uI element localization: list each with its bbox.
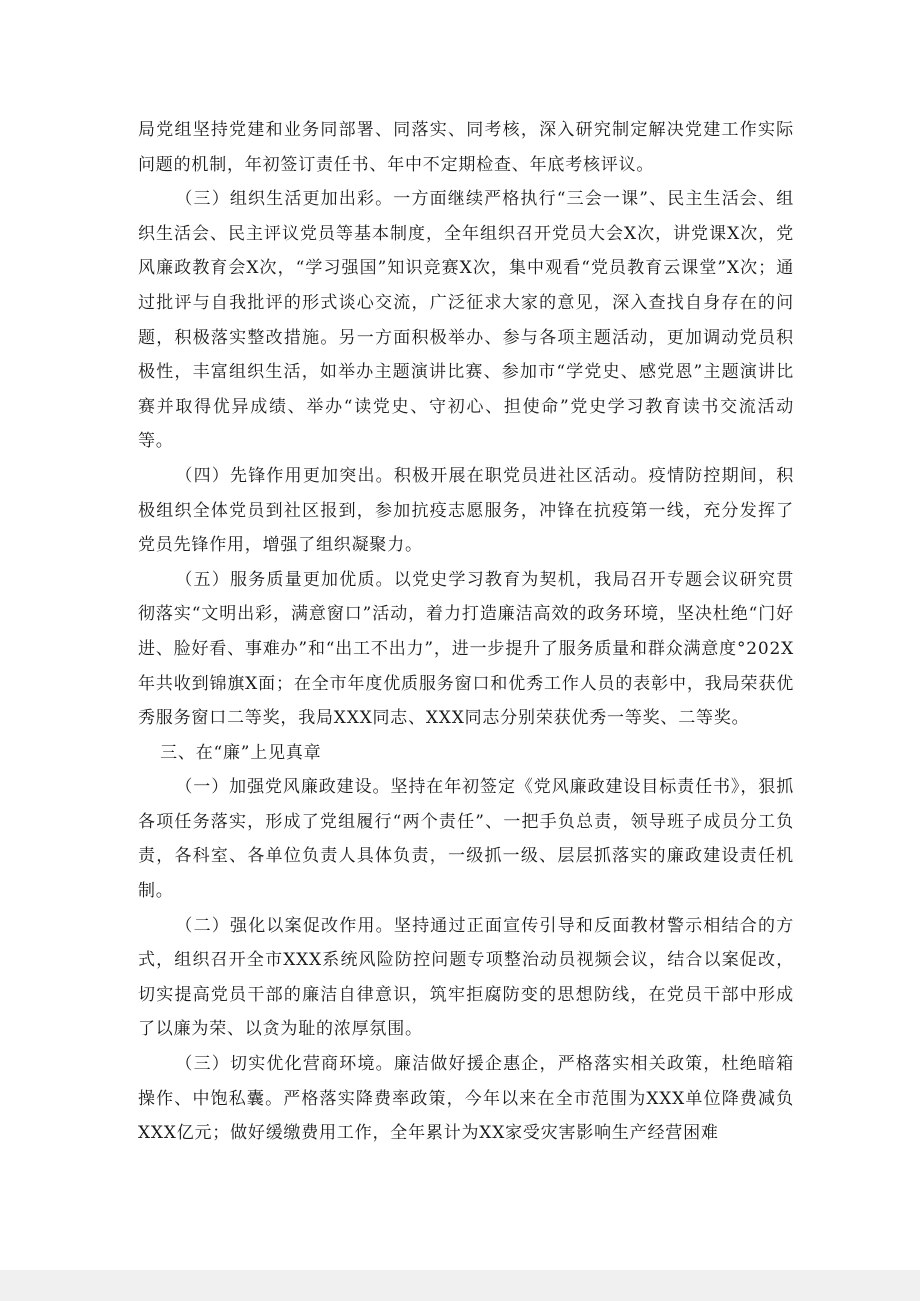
paragraph-business-environment: （三）切实优化营商环境。廉洁做好援企惠企，严格落实相关政策，杜绝暗箱操作、中饱私囊。严格落实降费率政策，今年以来在全市范围为XXX单位降费减负XXX亿元；做好缓缴费用工作，全年累计为XX家受灾害影响生产经营困难 xyxy=(138,1054,794,1144)
paragraph-service-quality: （五）服务质量更加优质。以党史学习教育为契机，我局召开专题会议研究贯彻落实“文明出彩，满意窗口”活动，着力打造廉洁高效的政务环境，坚决杜绝“门好进、脸好看、事难办”和“出工不出力”，进一步提升了服务质量和群众满意度°202X年共收到锦旗X面；在全市年度优质服务窗口和优秀工作人员的表彰中，我局荣获优秀服务窗口二等奖，我局XXX同志、XXX同志分别荣获优秀一等奖、二等奖。 xyxy=(138,569,794,729)
paragraph-continuation: 局党组坚持党建和业务同部署、同落实、同考核，深入研究制定解决党建工作实际问题的机制，年初签订责任书、年中不定期检查、年底考核评议。 xyxy=(138,120,794,175)
paragraph-integrity-building: （一）加强党风廉政建设。坚持在年初签定《党风廉政建设目标责任书》，狠抓各项任务落实，形成了党组履行“两个责任”、一把手负总责，领导班子成员分工负责，各科室、各单位负责人具体负责，一级抓一级、层层抓落实的廉政建设责任机制。 xyxy=(138,777,794,902)
document-body xyxy=(138,113,794,1151)
paragraph-vanguard-role: （四）先锋作用更加突出。积极开展在职党员进社区活动。疫情防控期间，积极组织全体党员到社区报到，参加抗疫志愿服务，冲锋在抗疫第一线，充分发挥了党员先锋作用，增强了组织凝聚力。 xyxy=(138,465,794,556)
section-heading-integrity: 三、在“廉”上见真章 xyxy=(160,742,322,763)
page-bottom-strip xyxy=(0,1270,920,1301)
paragraph-organization-life: （三）组织生活更加出彩。一方面继续严格执行“三会一课”、民主生活会、组织生活会、民主评议党员等基本制度，全年组织召开党员大会X次，讲党课X次，党风廉政教育会X次，“学习强国”知识竞赛X次，集中观看“党员教育云课堂”X次；通过批评与自我批评的形式谈心交流，广泛征求大家的意见，深入查找自身存在的问题，积极落实整改措施。另一方面积极举办、参与各项主题活动，更加调动党员积极性，丰富组织生活，如举办主题演讲比赛、参加市“学党史、感党恩”主题演讲比赛并取得优异成绩、举办“读党史、守初心、担使命”党史学习教育读书交流活动等。 xyxy=(138,189,794,452)
paragraph-case-reform: （二）强化以案促改作用。坚持通过正面宣传引导和反面教材警示相结合的方式，组织召开全市XXX系统风险防控问题专项整治动员视频会议，结合以案促改，切实提高党员干部的廉洁自律意识，筑牢拒腐防变的思想防线，在党员干部中形成了以廉为荣、以贪为耻的浓厚氛围。 xyxy=(138,915,794,1040)
